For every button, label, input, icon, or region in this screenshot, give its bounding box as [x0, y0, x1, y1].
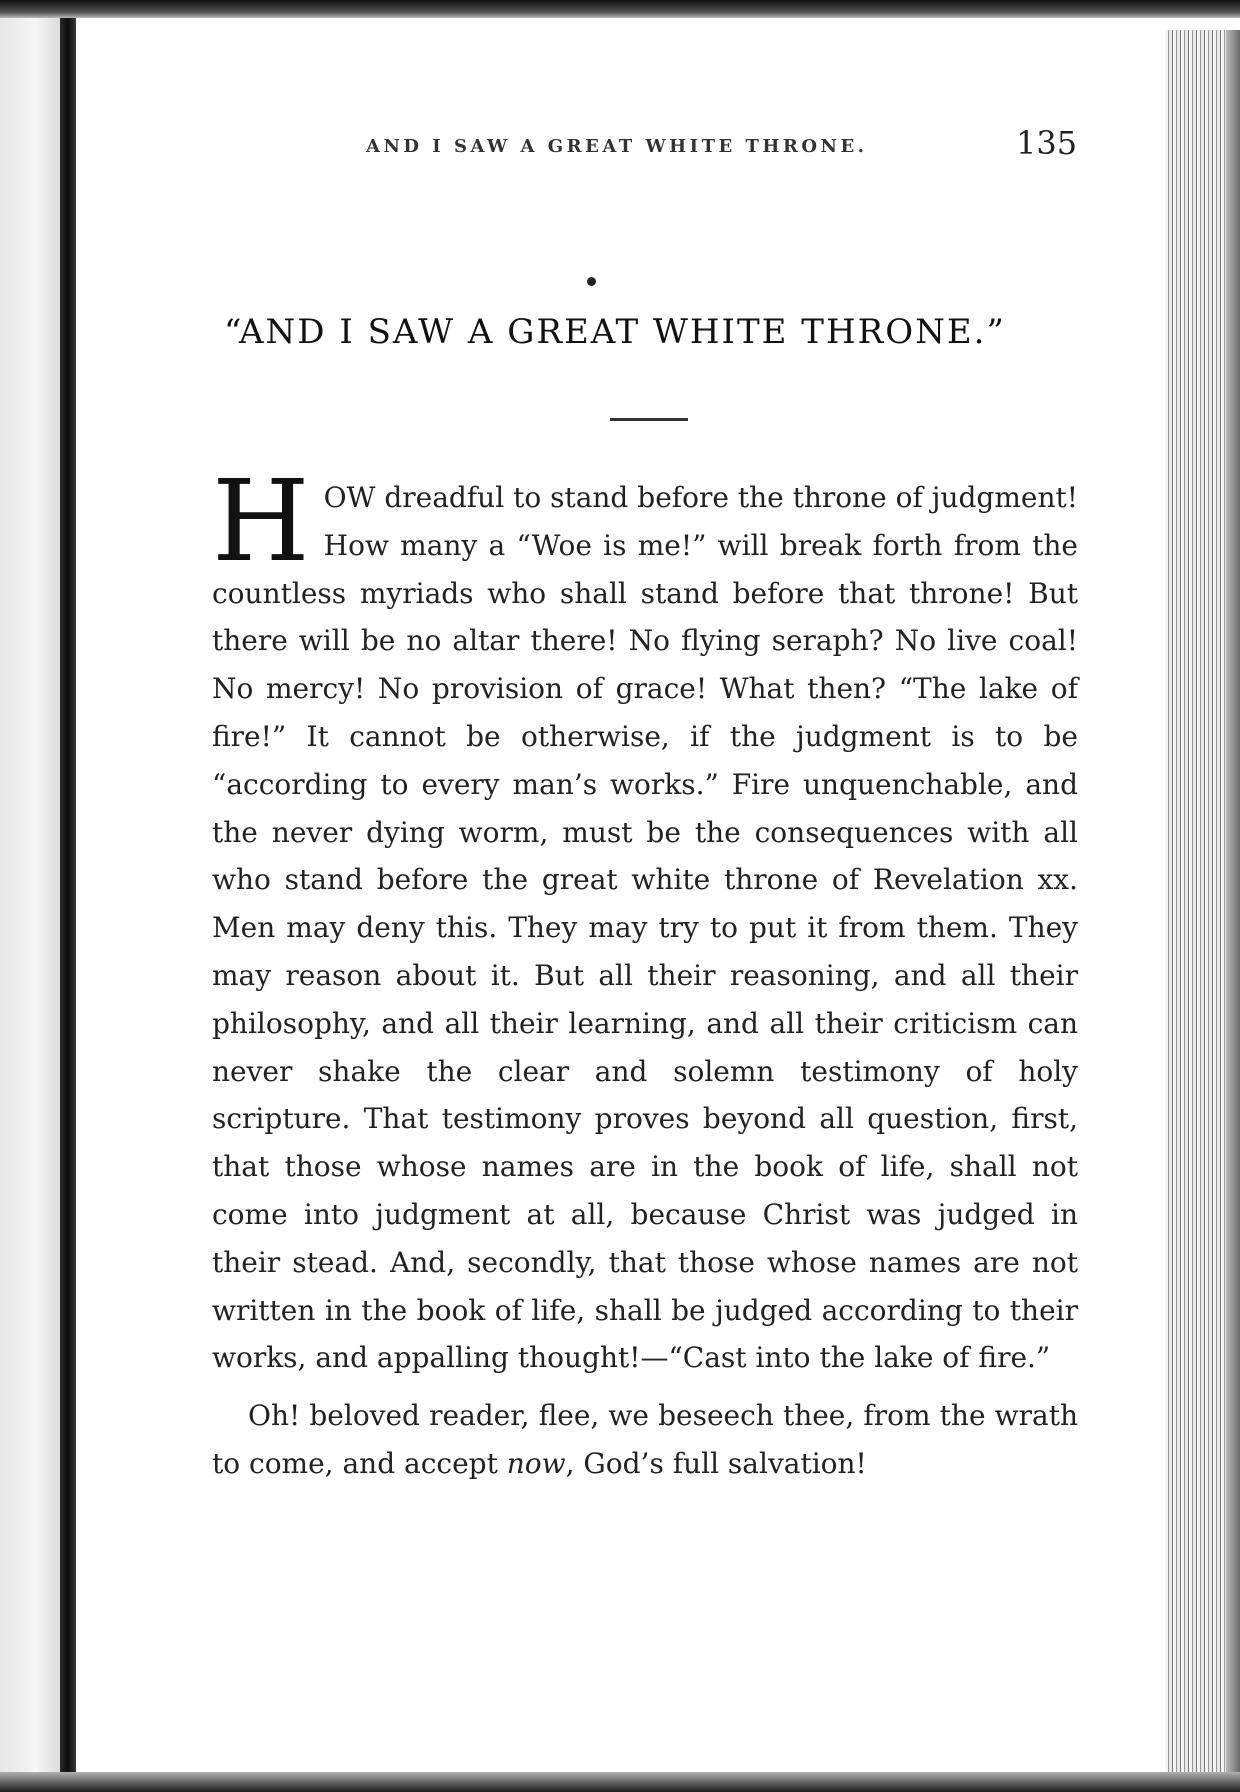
top-border	[0, 0, 1240, 18]
facing-page-edge	[0, 0, 60, 1792]
drop-cap: H	[212, 457, 310, 587]
page-number: 135	[1016, 124, 1078, 162]
paragraph-1	[212, 457, 1078, 1382]
running-head: AND I SAW A GREAT WHITE THRONE.	[366, 136, 868, 157]
page-stack-edge	[1165, 30, 1240, 1792]
title-rule	[610, 418, 688, 421]
book-gutter	[60, 0, 76, 1792]
paragraph-2-end: , God’s full salvation!	[565, 1446, 867, 1480]
bottom-border	[0, 1772, 1240, 1792]
paragraph-2-emphasis: now	[506, 1446, 566, 1480]
paragraph-2-start: Oh! beloved reader, flee, we beseech thee, from the wrath to come, and accept	[212, 1399, 1078, 1480]
paragraph-1-text: OW dreadful to stand before the throne of judgment! How many a “Woe is me!” will break forth from the countless myriads who shall stand before that throne! But there will be no altar there! No flying seraph? No live coal! No mercy! No provision of grace! What then? “The lake of fire!” It cannot be otherwise, if the judgment is to be “according to every man’s works.” Fire unquenchable, and the never dying worm, must be the consequences with all who stand before the great white throne of Revelation xx. Men may deny this. They may try to put it from them. They may reason about it. But all their reasoning, and all their philosophy, and all their learning, and all their criticism can never shake the clear and solemn testimony of holy scripture. That testimony proves beyond all question, first, that those whose names are in the book of life, shall not come into judgment at all, because Christ was judged in their stead. And, secondly, that those whose names are not written in the book of life, shall be judged according to their works, and appalling thought!—“Cast into the lake of fire.”	[212, 481, 1078, 1375]
paragraph-2	[212, 1392, 1078, 1488]
chapter-title: “AND I SAW A GREAT WHITE THRONE.”	[224, 312, 1006, 352]
ornament-dot	[587, 277, 596, 286]
body-text	[212, 457, 1078, 1488]
book-page	[76, 18, 1165, 1772]
